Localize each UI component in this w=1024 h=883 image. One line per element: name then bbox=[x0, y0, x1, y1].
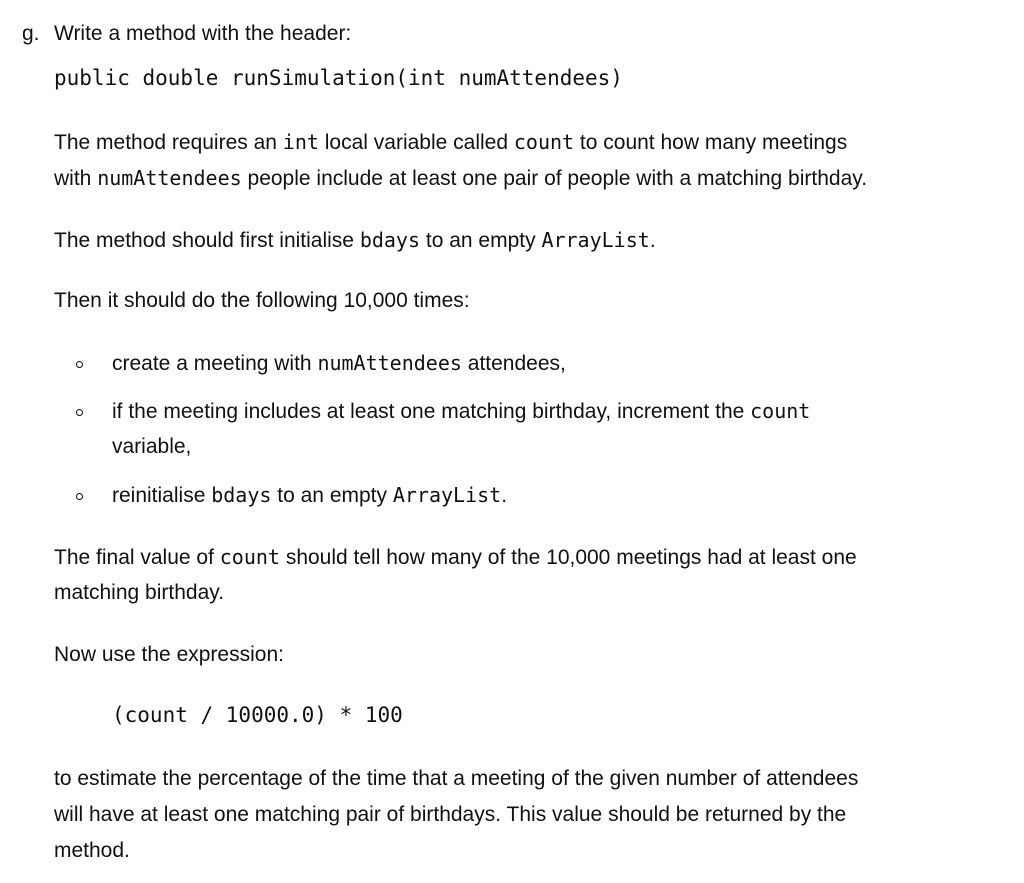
bullet-marker bbox=[76, 361, 83, 368]
text: attendees, bbox=[461, 352, 566, 375]
paragraph-initialise bbox=[54, 222, 656, 259]
code-numattendees: numAttendees bbox=[317, 351, 462, 375]
text: The method requires an bbox=[54, 131, 283, 154]
code-count: count bbox=[750, 399, 811, 423]
paragraph-estimate-line2 bbox=[54, 797, 846, 833]
bullet-item-increment-line2 bbox=[112, 429, 191, 465]
text: should tell how many of the 10,000 meetings had at least one bbox=[279, 546, 857, 569]
text: to an empty bbox=[271, 484, 393, 507]
code-count: count bbox=[219, 545, 280, 569]
text: with bbox=[54, 167, 98, 190]
paragraph-estimate-line3 bbox=[54, 833, 130, 869]
bullet-item-create-meeting bbox=[112, 345, 566, 382]
code-bdays: bdays bbox=[211, 483, 272, 507]
bullet-item-increment-line1 bbox=[112, 393, 810, 430]
paragraph-requirements-line2 bbox=[54, 160, 867, 197]
text: . bbox=[649, 229, 656, 252]
paragraph-loop-intro bbox=[54, 283, 470, 319]
text: to estimate the percentage of the time that a meeting of the given number of attendees bbox=[54, 767, 859, 790]
text: . bbox=[501, 484, 508, 507]
code-count: count bbox=[513, 130, 575, 154]
text: The method should first initialise bbox=[54, 229, 360, 252]
text: if the meeting includes at least one matching birthday, increment the bbox=[112, 400, 751, 423]
expression-code: (count / 10000.0) * 100 bbox=[112, 703, 403, 727]
text: matching birthday. bbox=[54, 581, 225, 604]
bullet-marker bbox=[76, 493, 83, 500]
text: to an empty bbox=[420, 229, 542, 252]
text: reinitialise bbox=[112, 484, 212, 507]
text: The final value of bbox=[54, 546, 220, 569]
code-arraylist: ArrayList bbox=[541, 228, 650, 252]
paragraph-requirements-line1 bbox=[54, 124, 847, 161]
paragraph-final-count-line2 bbox=[54, 575, 224, 611]
text: method. bbox=[54, 839, 130, 862]
intro-text: Write a method with the header: bbox=[54, 22, 352, 45]
text: local variable called bbox=[318, 131, 514, 154]
bullet-item-reinitialise bbox=[112, 477, 507, 514]
bullet-marker bbox=[76, 409, 83, 416]
text: Now use the expression: bbox=[54, 643, 284, 666]
text: variable, bbox=[112, 435, 192, 458]
code-arraylist: ArrayList bbox=[392, 483, 502, 507]
item-marker: g. bbox=[22, 22, 40, 45]
code-bdays: bdays bbox=[359, 228, 421, 252]
text: create a meeting with bbox=[112, 352, 318, 375]
text: will have at least one matching pair of birthdays. This value should be returned by the bbox=[54, 803, 847, 826]
method-header-code: public double runSimulation(int numAttendees) bbox=[54, 66, 623, 90]
code-numattendees: numAttendees bbox=[97, 166, 242, 190]
paragraph-final-count-line1 bbox=[54, 539, 857, 576]
text: Then it should do the following 10,000 times: bbox=[54, 289, 470, 312]
paragraph-estimate-line1 bbox=[54, 761, 858, 797]
paragraph-use-expression bbox=[54, 637, 284, 673]
text: people include at least one pair of people with a matching birthday. bbox=[241, 167, 868, 190]
text: to count how many meetings bbox=[574, 131, 848, 154]
code-int: int bbox=[282, 130, 319, 154]
